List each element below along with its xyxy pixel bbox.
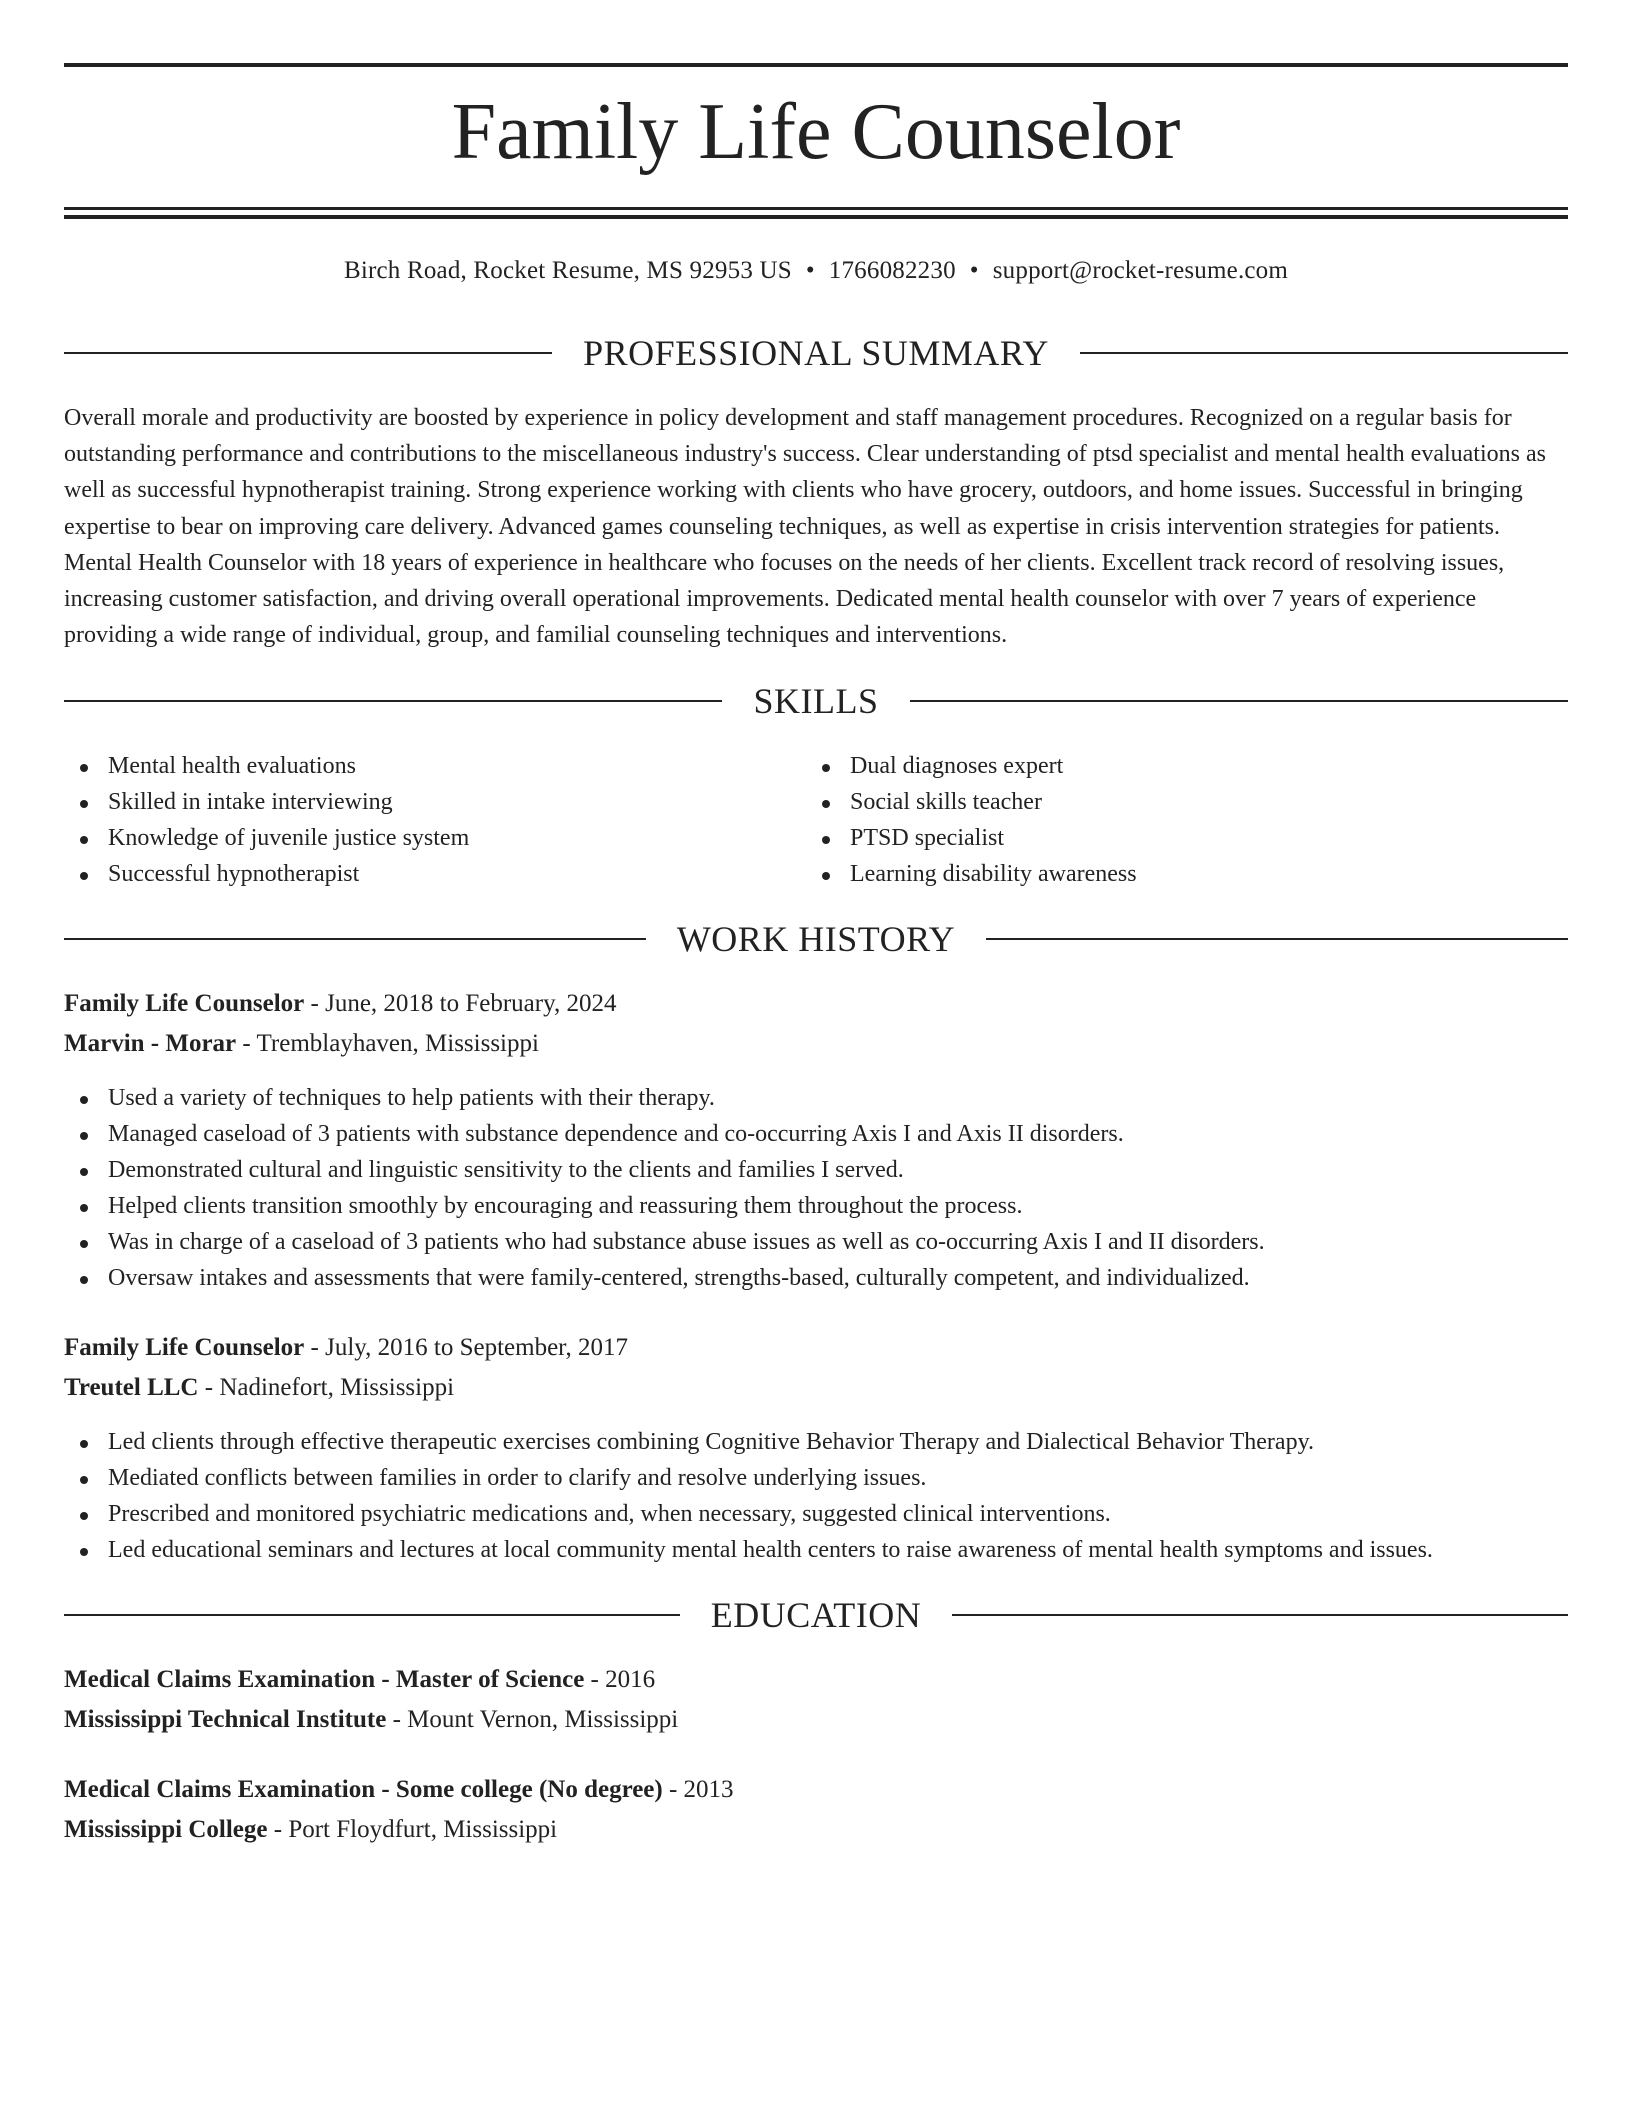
section-rule-right [910,700,1568,702]
education-year: - 2016 [584,1666,656,1693]
job-dates: - July, 2016 to September, 2017 [304,1334,628,1361]
job-duties-list [64,1424,1568,1568]
education-degree: Medical Claims Examination - Master of Science [64,1666,585,1693]
job-title: Family Life Counselor [64,990,305,1017]
section-rule-right [986,938,1568,940]
job-location: - Nadinefort, Mississippi [198,1374,455,1401]
contact-separator: • [969,257,979,284]
job-duty: Was in charge of a caseload of 3 patients who had substance abuse issues as well as co-occurring Axis I and II disorders. [64,1224,1568,1260]
education-school-line [64,1812,1568,1848]
job-company: Treutel LLC [64,1374,199,1401]
contact-separator: • [805,257,815,284]
skills-list-left [64,748,804,892]
job-employer [64,1370,1568,1406]
job-duty: Prescribed and monitored psychiatric medications and, when necessary, suggested clinical interventions. [64,1496,1568,1532]
education-section-title: EDUCATION [710,1595,922,1635]
job-duty: Led educational seminars and lectures at local community mental health centers to raise awareness of mental health symptoms and issues. [64,1532,1568,1568]
skill-item: Knowledge of juvenile justice system [64,820,804,856]
section-rule-right [952,1614,1568,1616]
skill-item: Dual diagnoses expert [806,748,1546,784]
education-school: Mississippi College [64,1816,268,1843]
education-section-header [64,1592,1568,1638]
skills-section-header [64,678,1568,724]
work-section-title: WORK HISTORY [676,919,956,959]
header-bottom-rule [64,207,1568,210]
skill-item: Learning disability awareness [806,856,1546,892]
summary-section-title: PROFESSIONAL SUMMARY [583,333,1049,373]
skill-item: Mental health evaluations [64,748,804,784]
education-heading [64,1772,1568,1808]
work-section-header [64,916,1568,962]
education-school-line [64,1702,1568,1738]
skill-item: Successful hypnotherapist [64,856,804,892]
job-duty: Led clients through effective therapeutic exercises combining Cognitive Behavior Therapy and Dialectical Behavior Therapy. [64,1424,1568,1460]
skills-section-title: SKILLS [753,681,879,721]
job-location: - Tremblayhaven, Mississippi [236,1030,539,1057]
job-heading [64,986,1568,1022]
job-heading [64,1330,1568,1366]
education-location: - Mount Vernon, Mississippi [386,1706,679,1733]
contact-address: Birch Road, Rocket Resume, MS 92953 US [343,257,792,284]
education-degree: Medical Claims Examination - Some college (No degree) [64,1776,663,1803]
skill-item: PTSD specialist [806,820,1546,856]
summary-text: Overall morale and productivity are boosted by experience in policy development and staff management procedures. Recognized on a regular basis for outstanding performance and contributions to the miscellaneous industry's success. Clear understanding of ptsd specialist and mental health evaluations as well as successful hypnotherapist training. Strong experience working with clients who have grocery, outdoors, and home issues. Successful in bringing expertise to bear on improving care delivery. Advanced games counseling techniques, as well as expertise in crisis intervention strategies for patients. Mental Health Counselor with 18 years of experience in healthcare who focuses on the needs of her clients. Excellent track record of resolving issues, increasing customer satisfaction, and driving overall operational improvements. Dedicated mental health counselor with over 7 years of experience providing a wide range of individual, group, and familial counseling techniques and interventions. [64,405,1546,649]
section-rule-right [1080,352,1568,354]
job-duties-list [64,1080,1568,1296]
education-heading [64,1662,1568,1698]
job-company: Marvin - Morar [64,1030,237,1057]
education-year: - 2013 [662,1776,734,1803]
header-bottom-rule-double [64,215,1568,219]
skills-list-right [806,748,1546,892]
job-dates: - June, 2018 to February, 2024 [304,990,617,1017]
contact-line [64,254,1568,288]
job-duty: Used a variety of techniques to help patients with their therapy. [64,1080,1568,1116]
contact-email: support@rocket-resume.com [992,257,1289,284]
header-top-rule [64,63,1568,67]
summary-section-header [64,330,1568,376]
skill-item: Social skills teacher [806,784,1546,820]
job-duty: Mediated conflicts between families in order to clarify and resolve underlying issues. [64,1460,1568,1496]
job-duty: Helped clients transition smoothly by encouraging and reassuring them throughout the process. [64,1188,1568,1224]
job-duty: Demonstrated cultural and linguistic sensitivity to the clients and families I served. [64,1152,1568,1188]
job-title: Family Life Counselor [64,1334,305,1361]
candidate-name: Family Life Counselor [451,88,1181,176]
contact-phone: 1766082230 [828,257,956,284]
education-school: Mississippi Technical Institute [64,1706,387,1733]
education-location: - Port Floydfurt, Mississippi [267,1816,558,1843]
skill-item: Skilled in intake interviewing [64,784,804,820]
job-duty: Managed caseload of 3 patients with substance dependence and co-occurring Axis I and Axis II disorders. [64,1116,1568,1152]
job-employer [64,1026,1568,1062]
job-duty: Oversaw intakes and assessments that were family-centered, strengths-based, culturally competent, and individualized. [64,1260,1568,1296]
